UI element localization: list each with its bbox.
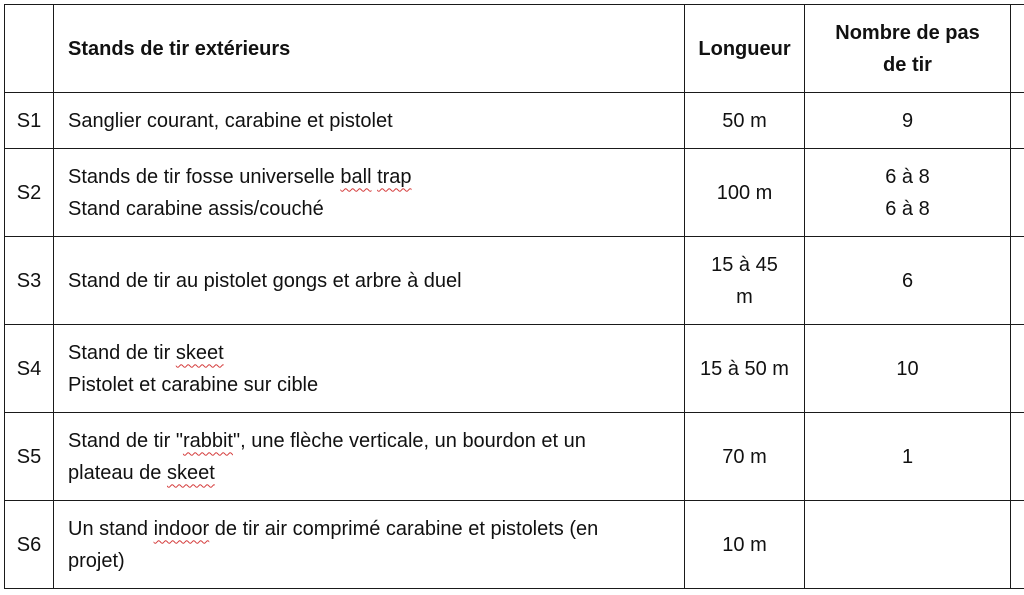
extra-cell <box>1011 413 1024 501</box>
extra-cell <box>1011 149 1024 237</box>
stand-name-text: Sanglier courant, carabine et pistolet <box>68 109 393 132</box>
spellcheck-flagged-word: trap <box>377 165 412 188</box>
stand-name-text: Stand de tir " <box>68 429 183 452</box>
stand-count-cell <box>805 325 1011 413</box>
stand-name-line <box>68 545 684 577</box>
header-count-cell <box>805 5 1011 93</box>
shooting-stands-table-wrapper <box>4 4 1024 589</box>
stand-name-text: Pistolet et carabine sur cible <box>68 373 319 396</box>
stand-length-cell <box>685 325 805 413</box>
stand-id-cell: S3 <box>5 237 54 325</box>
stand-length-text: 70 m <box>722 445 767 468</box>
stand-length-text: 15 à 45 <box>711 253 778 276</box>
spellcheck-flagged-word: ball <box>340 165 372 188</box>
stand-name-text: Stand de tir au pistolet gongs et arbre à duel <box>68 269 462 292</box>
shooting-stands-table <box>4 4 1024 589</box>
stand-count-text: 6 <box>901 269 914 292</box>
stand-count-cell <box>805 93 1011 149</box>
stand-name-text: Stands de tir fosse universelle <box>68 165 341 188</box>
header-id-cell <box>5 5 54 93</box>
stand-id-cell: S2 <box>5 149 54 237</box>
spellcheck-flagged-word: rabbit <box>182 429 233 452</box>
stand-length-text: 10 m <box>722 533 767 556</box>
table-row <box>5 325 1024 413</box>
stand-count-cell <box>805 237 1011 325</box>
stand-name-line <box>68 369 684 401</box>
stand-name-text: Un stand <box>68 517 154 540</box>
table-row <box>5 413 1024 501</box>
table-row <box>5 501 1024 589</box>
stand-id-cell: S6 <box>5 501 54 589</box>
stand-count-text: 1 <box>901 445 914 468</box>
stand-count-text: 10 <box>896 357 919 380</box>
stand-name-text: projet) <box>68 549 125 572</box>
header-count-line-1: Nombre de pas <box>835 21 980 44</box>
stand-name-cell <box>54 149 685 237</box>
stand-length-text: 100 m <box>716 181 773 204</box>
stand-count-text: 9 <box>901 109 914 132</box>
stand-length-cell <box>685 149 805 237</box>
stand-id-cell: S1 <box>5 93 54 149</box>
stand-count-cell <box>805 413 1011 501</box>
stand-length-cell <box>685 501 805 589</box>
stand-count-text: 6 à 8 <box>885 197 930 220</box>
table-row <box>5 237 1024 325</box>
extra-cell <box>1011 237 1024 325</box>
stand-name-cell <box>54 93 685 149</box>
stand-count-text: 6 à 8 <box>885 165 930 188</box>
header-count-line-2: de tir <box>883 53 932 76</box>
stand-length-text: 50 m <box>722 109 767 132</box>
extra-cell <box>1011 93 1024 149</box>
table-row <box>5 93 1024 149</box>
stand-name-text: Stand de tir <box>68 341 176 364</box>
stand-name-cell <box>54 325 685 413</box>
stand-length-cell <box>685 93 805 149</box>
header-extra-cell <box>1011 5 1024 93</box>
stand-name-line <box>68 425 684 457</box>
stand-name-line <box>68 457 684 489</box>
stand-name-text: ", une flèche verticale, un bourdon et un <box>232 429 586 452</box>
stand-count-cell <box>805 501 1011 589</box>
spellcheck-flagged-word: skeet <box>175 341 224 364</box>
stand-name-line <box>68 265 684 297</box>
stand-name-text: de tir air comprimé carabine et pistolets (en <box>209 517 599 540</box>
stand-name-line <box>68 161 684 193</box>
spellcheck-flagged-word: indoor <box>153 517 210 540</box>
header-name-cell: Stands de tir extérieurs <box>54 5 685 93</box>
stand-name-cell <box>54 237 685 325</box>
table-row <box>5 149 1024 237</box>
stand-name-cell <box>54 413 685 501</box>
header-length-cell: Longueur <box>685 5 805 93</box>
table-body <box>5 93 1024 589</box>
table-header-row <box>5 5 1024 93</box>
stand-name-line <box>68 337 684 369</box>
stand-id-cell: S4 <box>5 325 54 413</box>
stand-length-cell <box>685 413 805 501</box>
extra-cell <box>1011 325 1024 413</box>
stand-name-line <box>68 105 684 137</box>
stand-count-cell <box>805 149 1011 237</box>
stand-name-line <box>68 193 684 225</box>
stand-name-text: Stand carabine assis/couché <box>68 197 324 220</box>
stand-length-text: 15 à 50 m <box>700 357 789 380</box>
spellcheck-flagged-word: skeet <box>166 461 215 484</box>
stand-name-line <box>68 513 684 545</box>
stand-id-cell: S5 <box>5 413 54 501</box>
stand-name-cell <box>54 501 685 589</box>
stand-length-cell <box>685 237 805 325</box>
stand-length-text: m <box>736 285 753 308</box>
stand-name-text: plateau de <box>68 461 167 484</box>
extra-cell <box>1011 501 1024 589</box>
